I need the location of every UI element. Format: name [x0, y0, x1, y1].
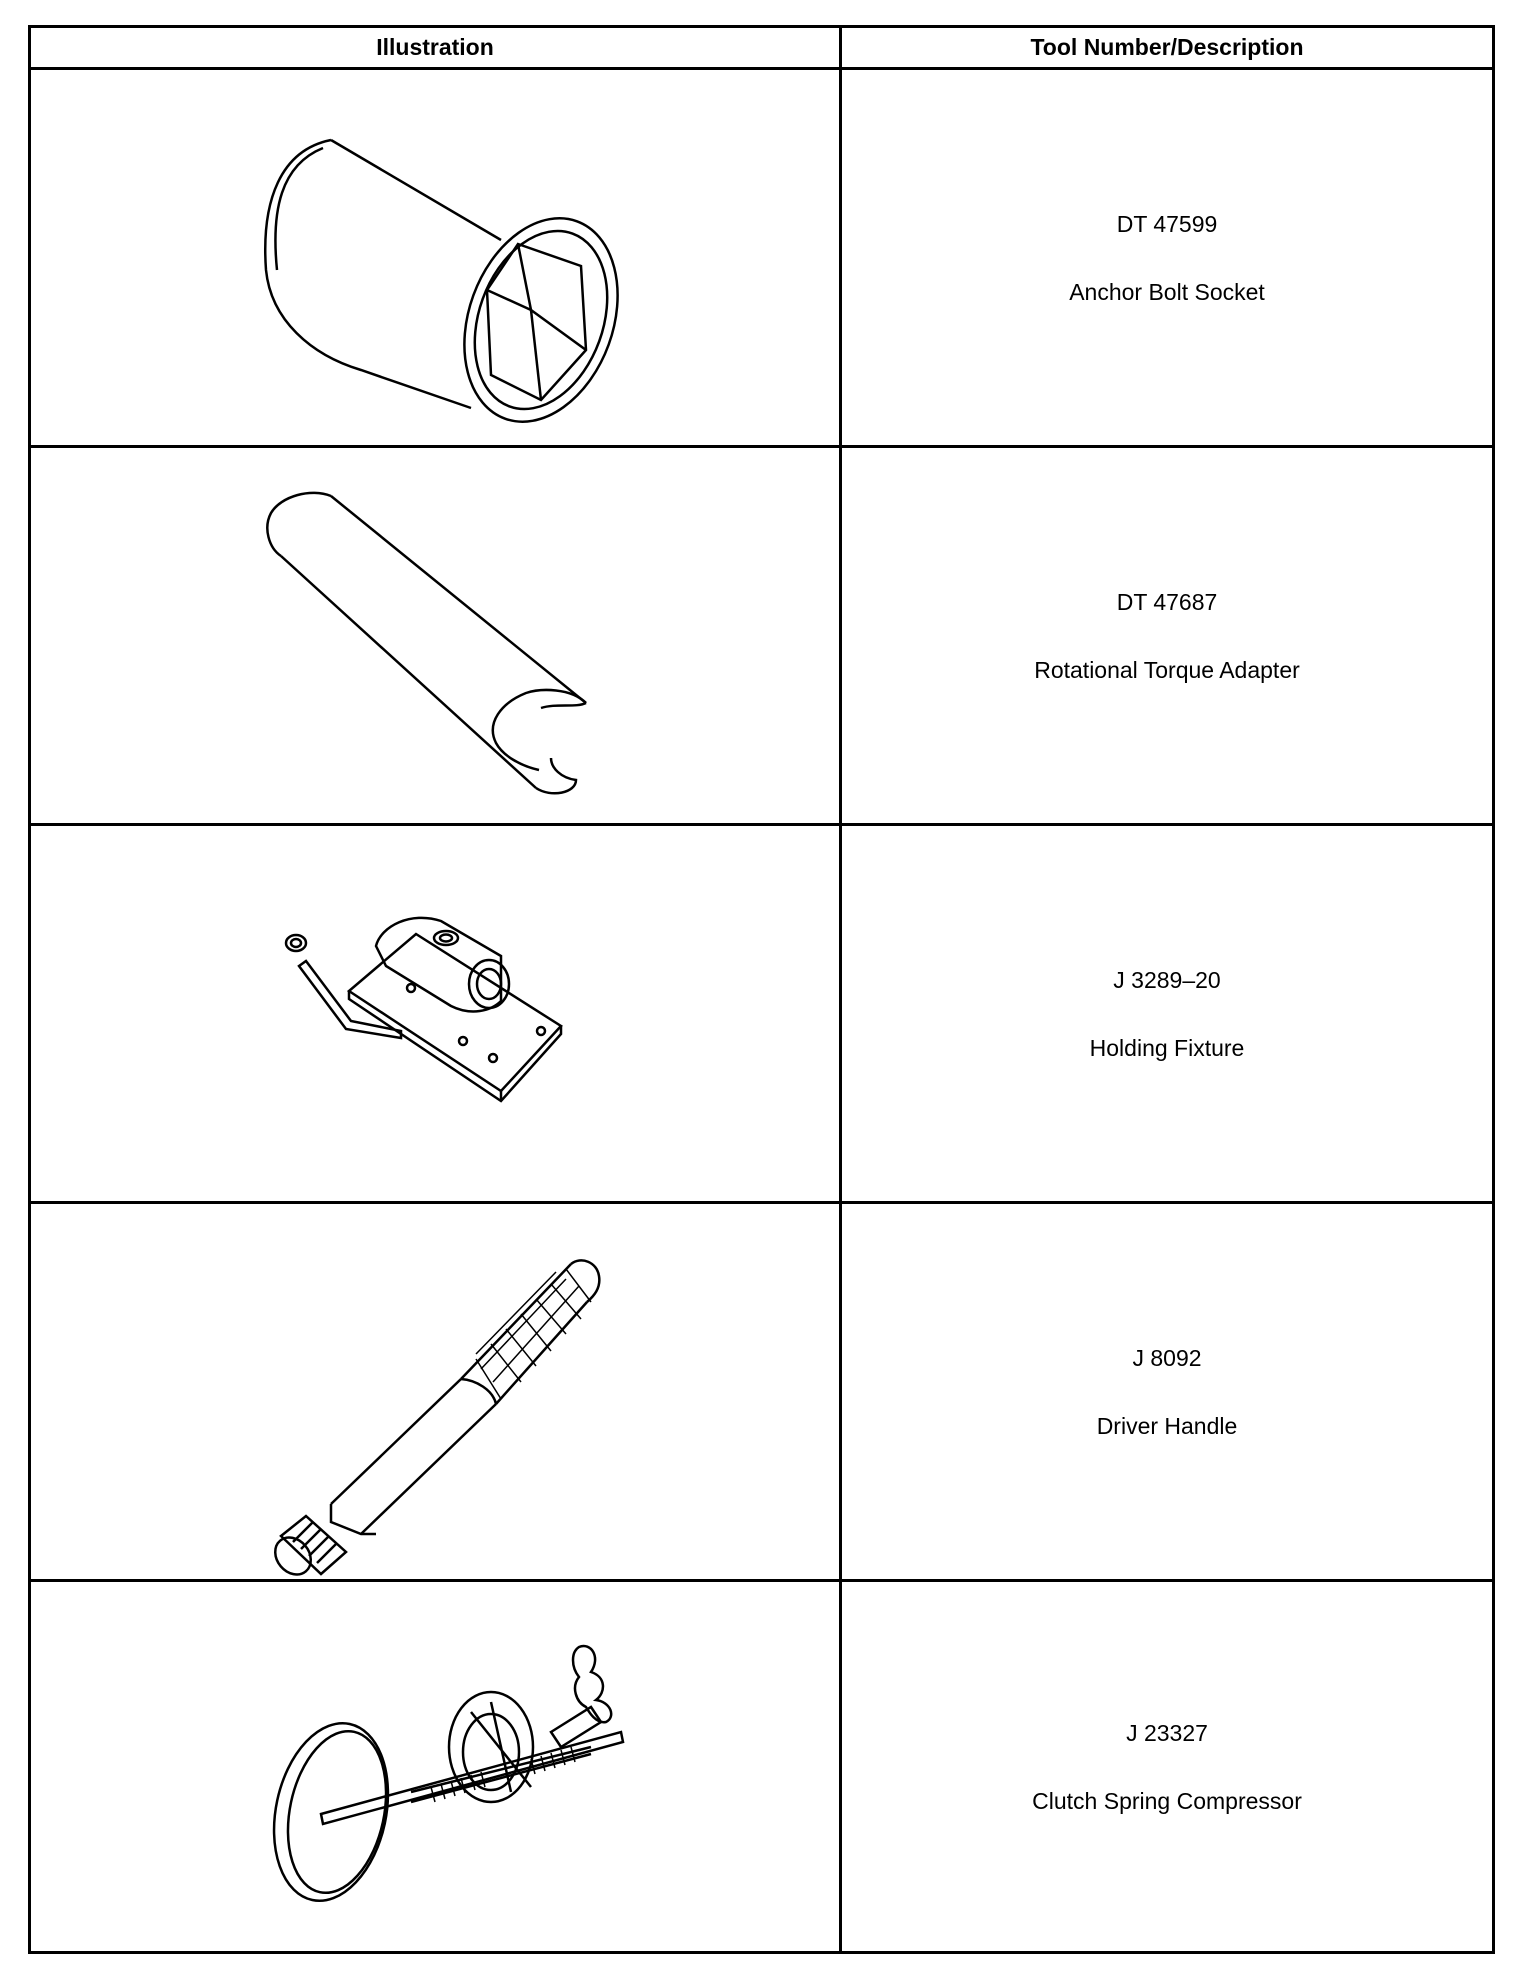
holding-fixture-illustration — [31, 826, 839, 1201]
table-row — [31, 448, 1492, 826]
tool-table — [28, 25, 1495, 1954]
tool-number: J 23327 — [1126, 1719, 1208, 1746]
adapter-drawing — [31, 448, 839, 823]
table-header — [31, 28, 1492, 70]
table-row — [31, 70, 1492, 448]
tool-description: Holding Fixture — [1089, 1034, 1245, 1061]
socket-drawing — [31, 70, 839, 445]
handle-drawing — [31, 1204, 839, 1579]
header-illustration: Illustration — [376, 34, 494, 60]
compressor-drawing — [31, 1582, 839, 1951]
tool-number: DT 47599 — [1116, 210, 1218, 237]
header-tool-number-description: Tool Number/Description — [1030, 34, 1304, 60]
tool-info — [842, 448, 1492, 823]
tool-description: Anchor Bolt Socket — [1069, 278, 1265, 305]
tool-number: J 3289–20 — [1113, 966, 1221, 993]
clutch-spring-compressor-illustration — [31, 1582, 839, 1951]
driver-handle-illustration — [31, 1204, 839, 1579]
anchor-bolt-socket-illustration — [31, 70, 839, 445]
tool-description: Driver Handle — [1096, 1412, 1238, 1439]
tool-info — [842, 1582, 1492, 1951]
table-row — [31, 826, 1492, 1204]
tool-number: J 8092 — [1132, 1344, 1202, 1371]
fixture-drawing — [31, 826, 839, 1201]
rotational-torque-adapter-illustration — [31, 448, 839, 823]
tool-number: DT 47687 — [1116, 588, 1218, 615]
tool-info — [842, 70, 1492, 445]
tool-info — [842, 1204, 1492, 1579]
tool-description: Clutch Spring Compressor — [1032, 1787, 1302, 1814]
table-row — [31, 1204, 1492, 1582]
table-row — [31, 1582, 1492, 1951]
tool-description: Rotational Torque Adapter — [1034, 656, 1300, 683]
tool-info — [842, 826, 1492, 1201]
